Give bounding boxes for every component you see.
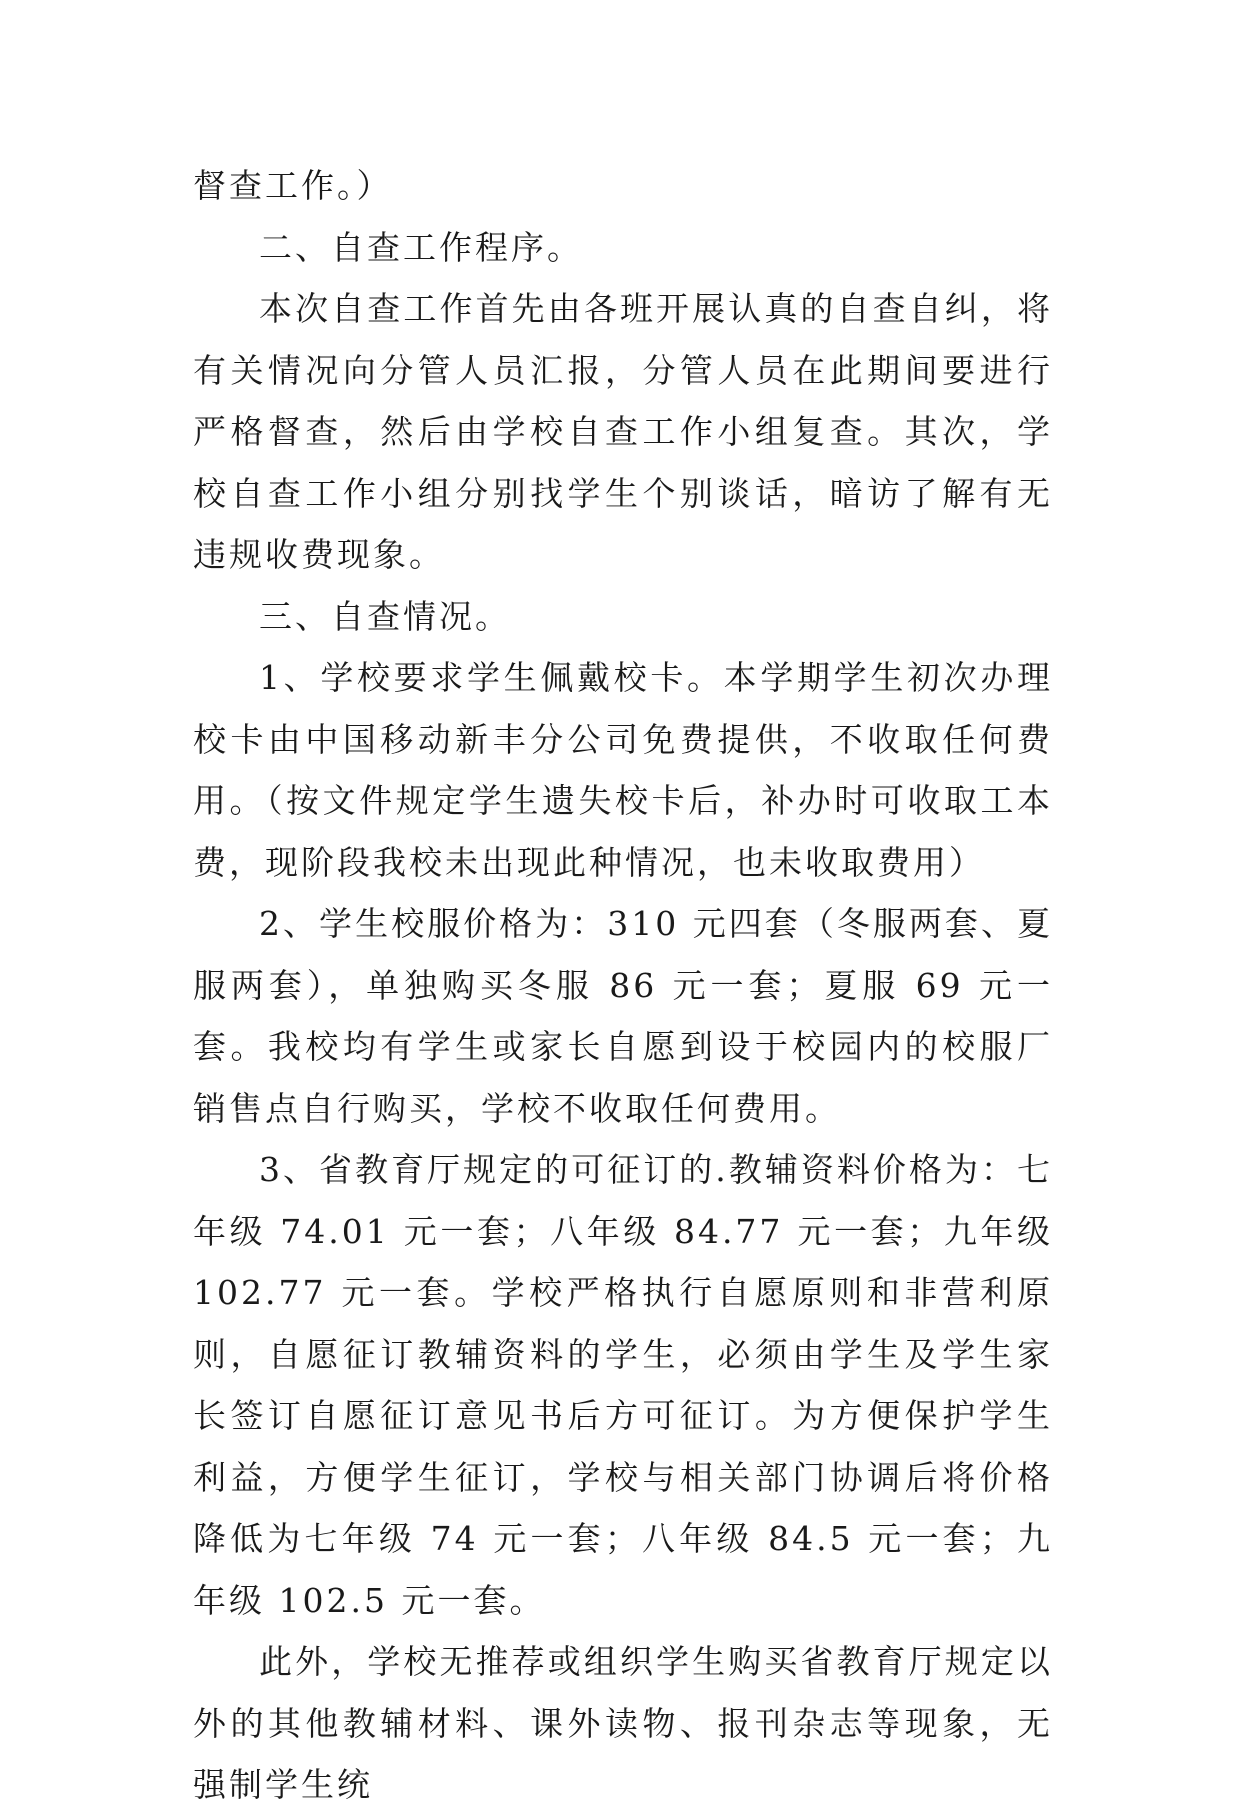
paragraph-item-2: 2、学生校服价格为：310 元四套（冬服两套、夏服两套），单独购买冬服 86 元一套；夏服 69 元一套。我校均有学生或家长自愿到设于校园内的校服厂销售点自行购买，学校不收取任何费用。: [193, 904, 1053, 1128]
paragraph-item-3: 3、省教育厅规定的可征订的.教辅资料价格为：七年级 74.01 元一套；八年级 84.77 元一套；九年级 102.77 元一套。学校严格执行自愿原则和非营利原则，自愿征订教辅资料的学生，必须由学生及学生家长签订自愿征订意见书后方可征订。为方便保护学生利益，方便学生征订，学校与相关部门协调后将价格降低为七年级 74 元一套；八年级 84.5 元一套；九年级 102.5 元一套。: [193, 1150, 1053, 1620]
document-body: [193, 155, 1053, 1816]
section-heading-procedure: 二、自查工作程序。: [259, 227, 583, 267]
paragraph-item-1: 1、学校要求学生佩戴校卡。本学期学生初次办理校卡由中国移动新丰分公司免费提供，不收取任何费用。（按文件规定学生遗失校卡后，补办时可收取工本费，现阶段我校未出现此种情况，也未收取费用）: [193, 658, 1053, 882]
paragraph-procedure: 本次自查工作首先由各班开展认真的自查自纠，将有关情况向分管人员汇报，分管人员在此期间要进行严格督查，然后由学校自查工作小组复查。其次，学校自查工作小组分别找学生个别谈话，暗访了解有无违规收费现象。: [193, 289, 1053, 574]
paragraph-continuation: 督查工作。）: [193, 166, 393, 205]
paragraph-additional: 此外，学校无推荐或组织学生购买省教育厅规定以外的其他教辅材料、课外读物、报刊杂志等现象，无强制学生统: [193, 1642, 1053, 1804]
section-heading-situation: 三、自查情况。: [259, 596, 511, 636]
